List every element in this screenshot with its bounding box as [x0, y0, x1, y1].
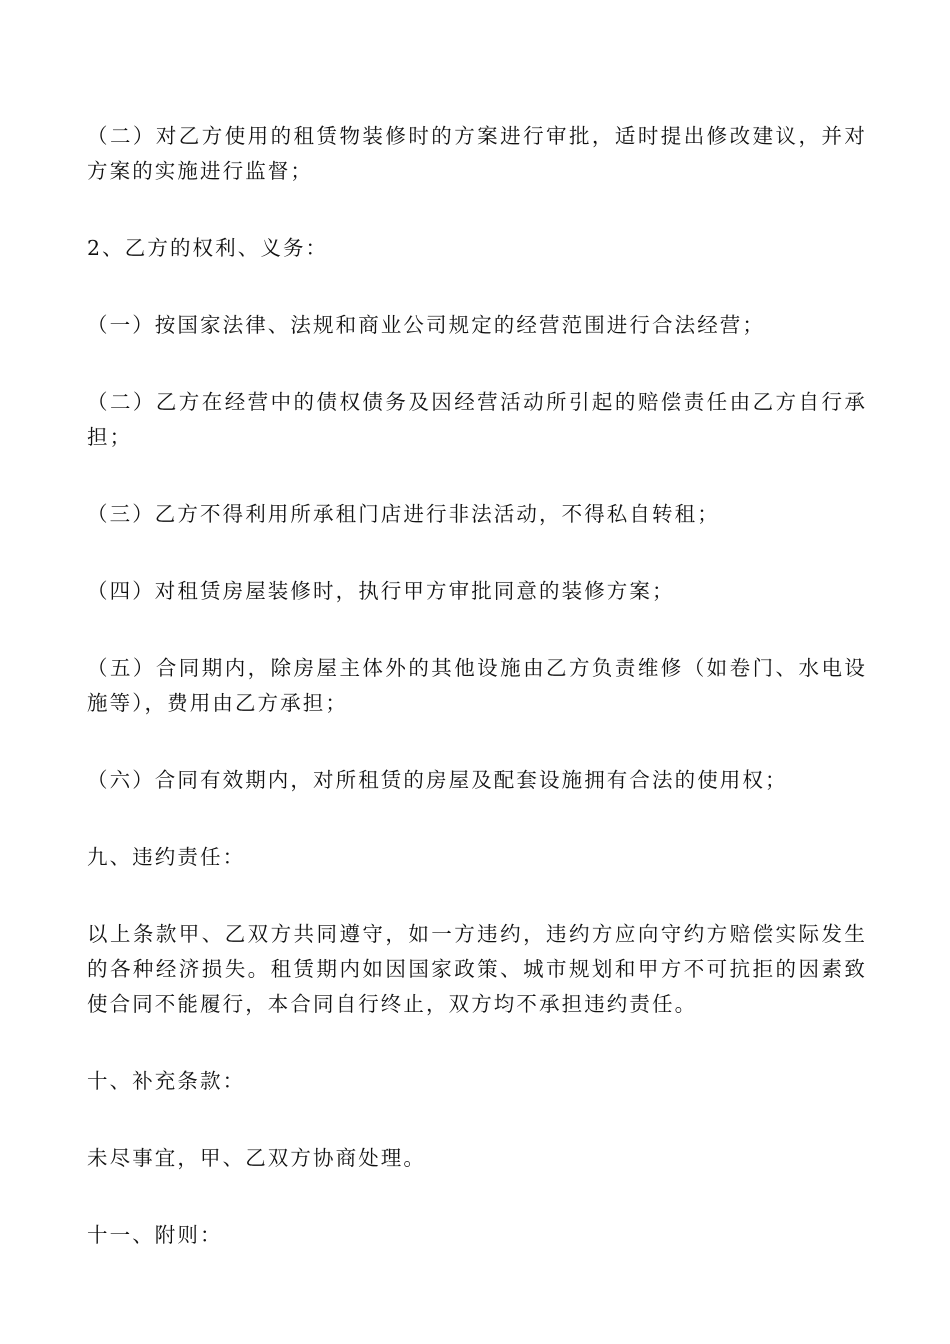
paragraph-gap — [87, 1022, 867, 1064]
paragraph-gap — [87, 721, 867, 763]
paragraph-lessee-duty-6: （六）合同有效期内，对所租赁的房屋及配套设施拥有合法的使用权； — [87, 768, 788, 792]
paragraph-supplementary: 未尽事宜，甲、乙双方协商处理。 — [87, 1146, 426, 1170]
paragraph-lessee-duty-2: （二）乙方在经营中的债权债务及因经营活动所引起的赔偿责任由乙方自行承担； — [87, 390, 867, 449]
paragraph-gap — [87, 1176, 867, 1218]
paragraph-lessee-duty-1: （一）按国家法律、法规和商业公司规定的经营范围进行合法经营； — [87, 313, 765, 337]
paragraph-gap — [87, 266, 867, 308]
paragraph-gap — [87, 343, 867, 385]
paragraph-lessee-duty-5: （五）合同期内，除房屋主体外的其他设施由乙方负责维修（如卷门、水电设施等），费用由乙方承担； — [87, 656, 867, 715]
paragraph-gap — [87, 1099, 867, 1141]
paragraph-breach-liability: 以上条款甲、乙双方共同遵守，如一方违约，违约方应向守约方赔偿实际发生的各种经济损失。租赁期内如因国家政策、城市规划和甲方不可抗拒的因素致使合同不能履行，本合同自行终止，双方均不承担违约责任。 — [87, 922, 867, 1016]
paragraph-gap — [87, 609, 867, 651]
document-page — [87, 119, 867, 1253]
section-heading-breach: 九、违约责任： — [87, 845, 246, 869]
paragraph-lessee-duty-3: （三）乙方不得利用所承租门店进行非法活动，不得私自转租； — [87, 502, 720, 526]
paragraph-lessee-duty-4: （四）对租赁房屋装修时，执行甲方审批同意的装修方案； — [87, 579, 675, 603]
paragraph-gap — [87, 532, 867, 574]
paragraph-lessor-duty-2: （二）对乙方使用的租赁物装修时的方案进行审批，适时提出修改建议，并对方案的实施进行监督； — [87, 124, 867, 183]
paragraph-gap — [87, 875, 867, 917]
section-heading-lessee-rights: 2、乙方的权利、义务： — [87, 236, 329, 260]
section-heading-supplementary: 十、补充条款： — [87, 1069, 246, 1093]
section-heading-appendix: 十一、附则： — [87, 1223, 223, 1247]
paragraph-gap — [87, 189, 867, 231]
paragraph-gap — [87, 455, 867, 497]
paragraph-gap — [87, 798, 867, 840]
